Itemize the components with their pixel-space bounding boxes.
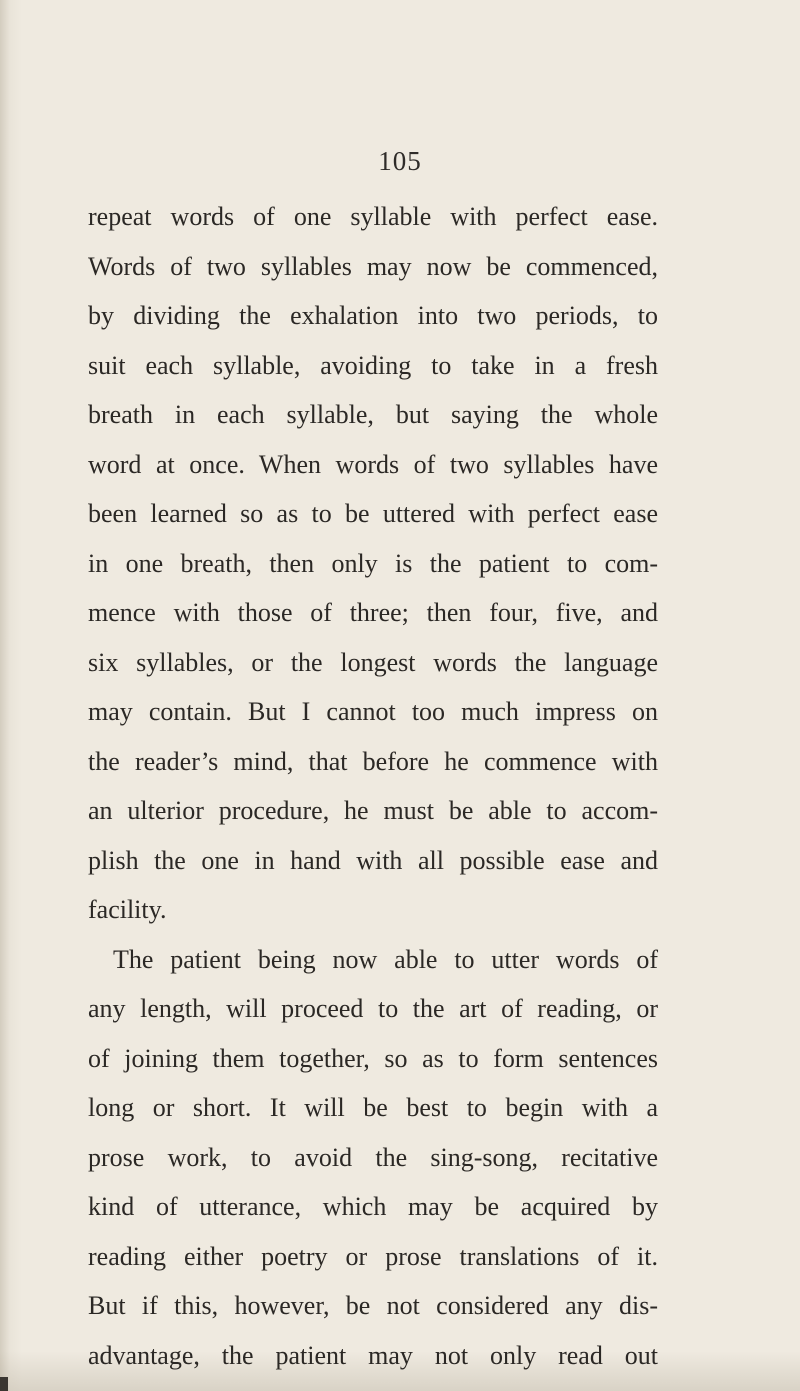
paragraph-end-line: facility. bbox=[88, 895, 167, 924]
text-line: suit each syllable, avoiding to take in a fresh bbox=[88, 350, 658, 380]
text-line: repeat words of one syllable with perfect ease. bbox=[88, 202, 658, 231]
text-line: reading either poetry or prose translations of it. bbox=[88, 1241, 658, 1271]
text-line: word at once. When words of two syllables have bbox=[88, 449, 658, 479]
page-number: 105 bbox=[378, 146, 422, 176]
text-line: But if this, however, be not considered any dis- bbox=[88, 1291, 658, 1320]
text-line: Words of two syllables may now be commenced, bbox=[88, 251, 658, 281]
page-edge-mark bbox=[0, 1377, 8, 1391]
text-line: any length, will proceed to the art of reading, or bbox=[88, 994, 658, 1023]
text-line: been learned so as to be uttered with perfect ease bbox=[88, 499, 658, 528]
text-line: an ulterior procedure, he must be able to accom- bbox=[88, 796, 658, 825]
text-line: in one breath, then only is the patient to com- bbox=[88, 548, 658, 578]
text-line: mence with those of three; then four, five, and bbox=[88, 598, 658, 627]
text-line: of joining them together, so as to form sentences bbox=[88, 1043, 658, 1073]
text-line: six syllables, or the longest words the language bbox=[88, 647, 658, 677]
text-line: plish the one in hand with all possible ease and bbox=[88, 845, 658, 875]
text-line: breath in each syllable, but saying the whole bbox=[88, 400, 658, 429]
text-line: advantage, the patient may not only read out bbox=[88, 1340, 658, 1370]
text-line: the reader’s mind, that before he commence with bbox=[88, 746, 658, 776]
text-line: kind of utterance, which may be acquired by bbox=[88, 1192, 658, 1221]
text-line: by dividing the exhalation into two periods, to bbox=[88, 301, 658, 330]
paragraph-start-line: The patient being now able to utter words of bbox=[113, 944, 658, 974]
body-text bbox=[88, 192, 658, 1380]
text-line: may contain. But I cannot too much impress on bbox=[88, 697, 658, 726]
text-line: long or short. It will be best to begin with a bbox=[88, 1093, 658, 1122]
text-line: prose work, to avoid the sing-song, recitative bbox=[88, 1142, 658, 1172]
